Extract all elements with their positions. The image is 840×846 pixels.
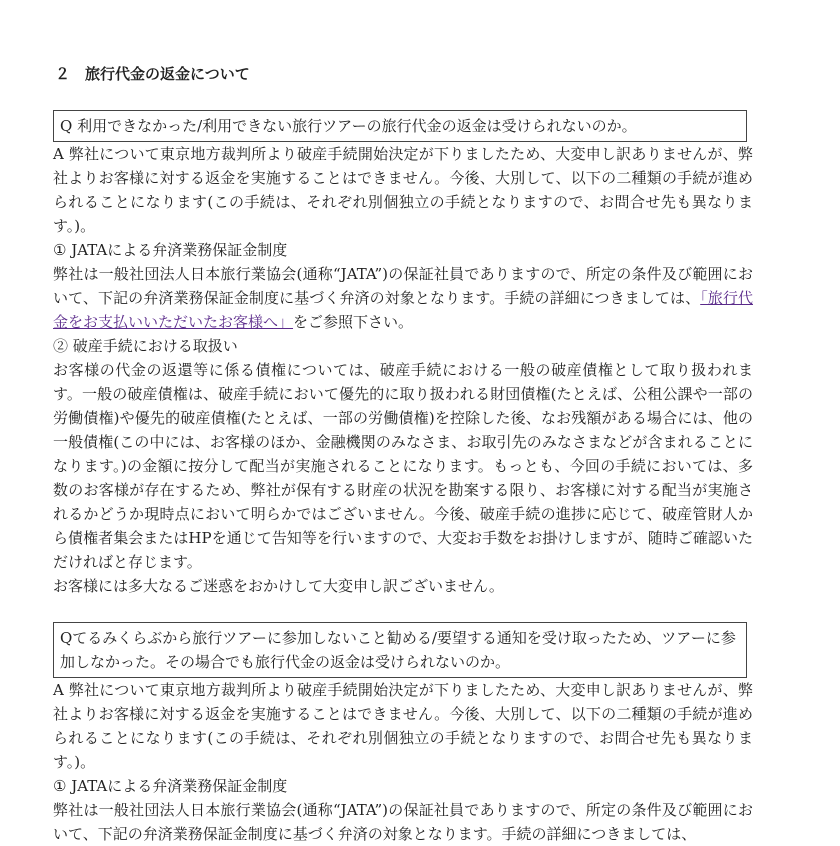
- item-text-jata: [53, 262, 753, 334]
- item-text-jata-after: をご参照下さい。: [293, 313, 414, 331]
- answer-closing: お客様には多大なるご迷惑をおかけして大変申し訳ございません。: [53, 577, 504, 595]
- item-text-bankruptcy: お客様の代金の返還等に係る債権については、破産手続における一般の破産債権として取り扱われます。一般の破産債権は、破産手続において優先的に取り扱われる財団債権(たとえば、公租公課や一部の労働債権)や優先的破産債権(たとえば、一部の労働債権)を控除した後、なお残額がある場合には、他の一般債権(この中には、お客様のほか、金融機関のみなさま、お取引先のみなさまなどが含まれることになります。)の金額に按分して配当が実施されることになります。もっとも、今回の手続においては、多数のお客様が存在するため、弊社が保有する財産の状況を勘案する限り、お客様に対する配当が実施されるかどうか現時点において明らかではございません。今後、破産手続の進捗に応じて、破産管財人から債権者集会またはHPを通じて告知等を行いますので、大変お手数をお掛けしますが、随時ご確認いただければと存じます。: [53, 361, 753, 571]
- section-title: ２ 旅行代金の返金について: [55, 65, 250, 83]
- answer-block: [53, 142, 753, 598]
- answer-block: [53, 678, 753, 846]
- answer-intro: A 弊社について東京地方裁判所より破産手続開始決定が下りましたため、大変申し訳ありませんが、弊社よりお客様に対する返金を実施することはできません。今後、大別して、以下の二種類の手続が進められることになります(この手続は、それぞれ別個独立の手続となりますので、お問合せ先も異なります。)。: [53, 681, 753, 771]
- answer-intro: A 弊社について東京地方裁判所より破産手続開始決定が下りましたため、大変申し訳ありませんが、弊社よりお客様に対する返金を実施することはできません。今後、大別して、以下の二種類の手続が進められることになります(この手続は、それぞれ別個独立の手続となりますので、お問合せ先も異なります。)。: [53, 145, 753, 235]
- document-page: [53, 62, 753, 846]
- item-heading-jata: ① JATAによる弁済業務保証金制度: [53, 777, 288, 795]
- item-text-jata-before: 弊社は一般社団法人日本旅行業協会(通称“JATA”)の保証社員でありますので、所定の条件及び範囲において、下記の弁済業務保証金制度に基づく弁済の対象となります。手続の詳細につきましては、: [53, 265, 753, 307]
- question-text: Qてるみくらぶから旅行ツアーに参加しないこと勧める/要望する通知を受け取ったため、ツアーに参加しなかった。その場合でも旅行代金の返金は受けられないのか。: [60, 629, 736, 671]
- item-heading-bankruptcy: ② 破産手続における取扱い: [53, 337, 238, 355]
- item-heading-jata: ① JATAによる弁済業務保証金制度: [53, 241, 288, 259]
- question-text: Q 利用できなかった/利用できない旅行ツアーの旅行代金の返金は受けられないのか。: [60, 117, 637, 135]
- refund-info-link[interactable]: 「旅行代金をお支払いいただいたお客様へ」: [53, 289, 753, 331]
- question-box: [53, 110, 747, 142]
- item-text-jata: 弊社は一般社団法人日本旅行業協会(通称“JATA”)の保証社員でありますので、所定の条件及び範囲において、下記の弁済業務保証金制度に基づく弁済の対象となります。手続の詳細につきましては、: [53, 801, 753, 843]
- question-box: [53, 622, 747, 678]
